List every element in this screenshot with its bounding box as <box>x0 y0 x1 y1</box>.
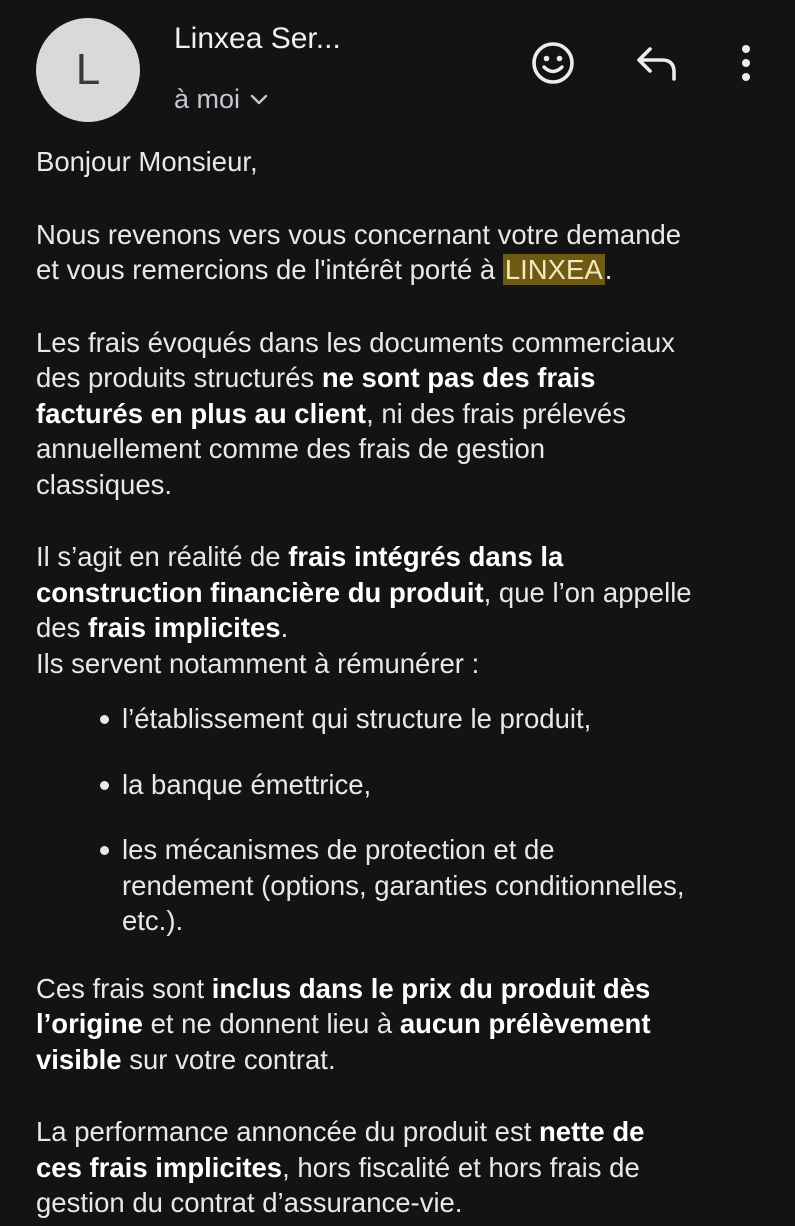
email-body <box>36 144 766 1221</box>
paragraph-performance-bold: nette de ces frais implicites <box>36 1116 645 1183</box>
paragraph-intro-end: . <box>604 254 613 285</box>
email-header <box>0 0 795 140</box>
emoji-reaction-button[interactable] <box>528 40 578 90</box>
paragraph-fees-bold: ne sont pas des frais facturés en plus au client <box>36 362 596 429</box>
list-item: la banque émettrice, <box>36 767 766 803</box>
recipient-label: à moi <box>174 84 241 114</box>
paragraph-included-bold-1: inclus dans le prix du produit dès l’origine <box>36 972 651 1039</box>
paragraph-included-fees <box>36 971 766 1078</box>
more-vert-icon <box>740 43 752 88</box>
reply-button[interactable] <box>632 40 682 90</box>
paragraph-implicit-text-1: Il s’agit en réalité de <box>36 541 289 572</box>
more-options-button[interactable] <box>728 40 764 90</box>
paragraph-implicit-bold-1: frais intégrés dans la construction financière du produit <box>36 541 564 608</box>
paragraph-included-text-1: Ces frais sont <box>36 972 212 1004</box>
avatar-letter: L <box>75 45 101 94</box>
paragraph-fees-text-2: , ni des frais prélevés annuellement comme des frais de gestion classiques. <box>36 397 626 500</box>
paragraph-included-text-3: sur votre contrat. <box>121 1043 336 1075</box>
paragraph-included-bold-2: aucun prélèvement visible <box>36 1008 651 1075</box>
sender-name[interactable]: Linxea Ser... <box>174 22 341 55</box>
paragraph-implicit-fees <box>36 539 766 681</box>
paragraph-fees <box>36 325 766 503</box>
avatar[interactable] <box>36 18 140 122</box>
paragraph-intro <box>36 217 766 288</box>
list-item: l’établissement qui structure le produit, <box>36 701 766 737</box>
bullet-list <box>36 701 766 939</box>
paragraph-included-text-2: et ne donnent lieu à <box>142 1008 400 1039</box>
paragraph-implicit-text-2: , que l’on appelle des <box>36 576 692 643</box>
paragraph-fees-text-1: Les frais évoqués dans les documents commerciaux des produits structurés <box>36 326 675 393</box>
greeting: Bonjour Monsieur, <box>36 146 258 177</box>
list-item: les mécanismes de protection et de rendement (options, garanties conditionnelles, etc.). <box>36 832 766 939</box>
paragraph-implicit-text-3: . Ils servent notamment à rémunérer : <box>36 612 480 679</box>
paragraph-performance <box>36 1114 766 1221</box>
paragraph-intro-text: Nous revenons vers vous concernant votre demande et vous remercions de l'intérêt porté à <box>36 218 682 285</box>
paragraph-performance-text-2: , hors fiscalité et hors frais de gestion du contrat d’assurance-vie. <box>36 1151 640 1218</box>
emoji-icon <box>530 40 576 91</box>
paragraph-implicit-bold-2: frais implicites <box>87 612 281 643</box>
reply-icon <box>634 43 680 88</box>
recipient-toggle[interactable] <box>174 84 268 115</box>
chevron-down-icon <box>250 94 268 106</box>
paragraph-performance-text-1: La performance annoncée du produit est <box>36 1116 539 1147</box>
highlighted-term[interactable]: LINXEA <box>504 254 603 285</box>
